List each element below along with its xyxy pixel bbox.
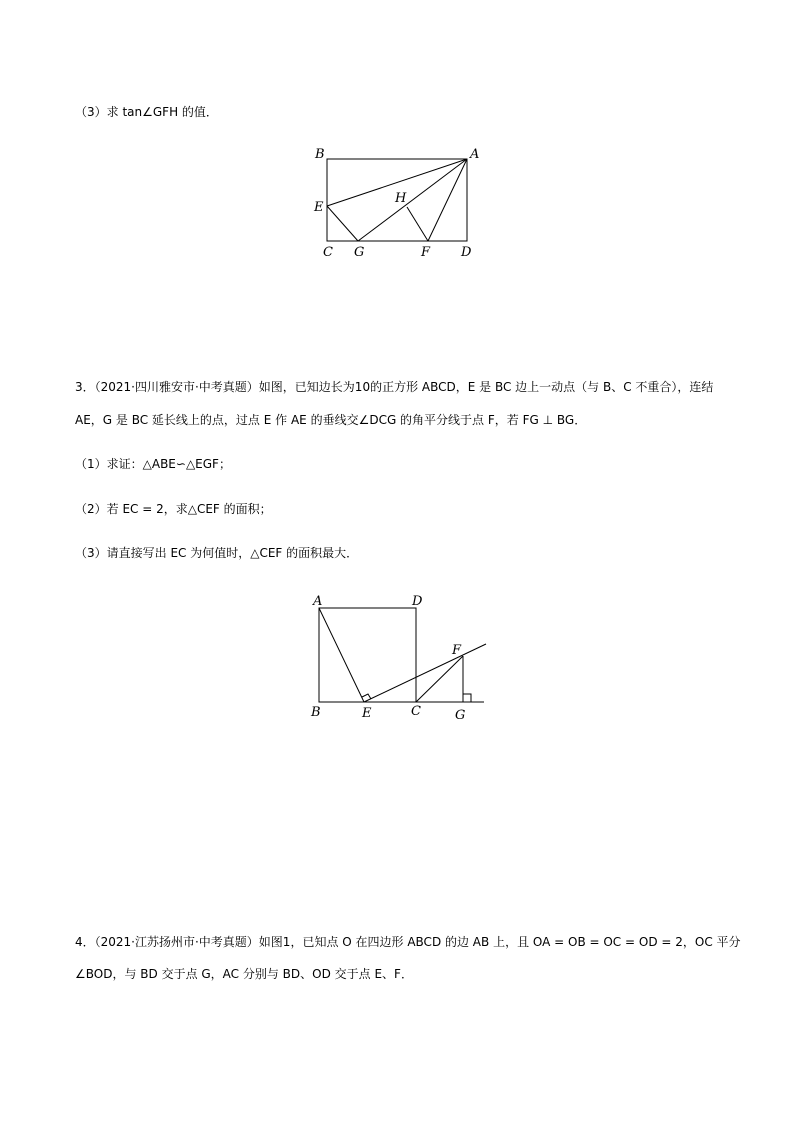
label-g: G [455,708,466,723]
problem2-part3-text: （3）求 tan∠GFH 的值． [75,105,218,119]
label-a: A [470,147,480,162]
label-a: A [313,594,323,609]
problem3-part3-text: （3）请直接写出 EC 为何值时，△CEF 的面积最大． [75,546,359,560]
segment-cf [416,656,463,702]
problem4-statement-line1: 4．（2021·江苏扬州市·中考真题）如图1，已知点 O 在四边形 ABCD 的边 AB 上，且 OA = OB = OC = OD = 2，OC 平分 [75,935,741,949]
label-c: C [411,704,421,719]
square-abcd [319,608,416,702]
problem3-statement-line2: AE，G 是 BC 延长线上的点，过点 E 作 AE 的垂线交∠DCG 的角平分线于点 F，若 FG ⊥ BG． [75,413,587,427]
label-d: D [461,245,472,260]
right-angle-mark-g [463,694,471,702]
problem3-statement-line1: 3．（2021·四川雅安市·中考真题）如图，已知边长为10的正方形 ABCD，E 是 BC 边上一动点（与 B、C 不重合），连结 [75,380,714,394]
label-h: H [395,191,407,206]
label-f: F [421,245,431,260]
problem3-part1-text: （1）求证：△ABE∽△EGF； [75,457,231,471]
right-angle-mark-e [362,694,371,699]
label-b: B [311,705,321,720]
segment-ae [319,608,364,702]
label-e: E [362,706,372,721]
label-b: B [315,147,325,162]
problem4-statement-line2: ∠BOD，与 BD 交于点 G，AC 分别与 BD、OD 交于点 E、F． [75,967,413,981]
label-g: G [354,245,365,260]
label-e: E [314,200,324,215]
label-d: D [412,594,423,609]
label-c: C [323,245,333,260]
problem3-part2-text: （2）若 EC = 2，求△CEF 的面积； [75,502,272,516]
label-f: F [452,643,462,658]
